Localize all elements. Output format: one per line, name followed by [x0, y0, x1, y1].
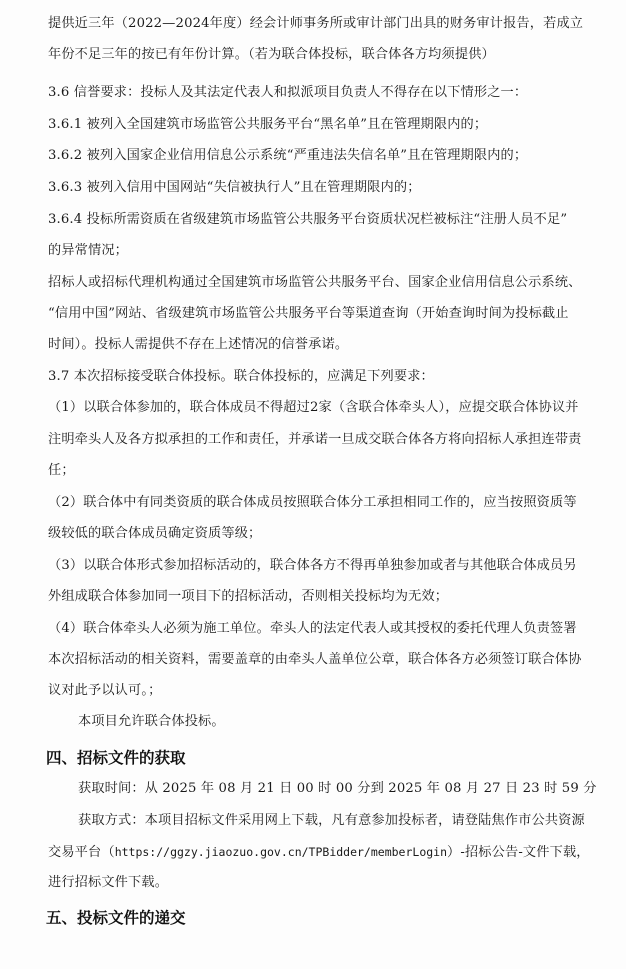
text-line: （1）以联合体参加的，联合体成员不得超过2家（含联合体牵头人），应提交联合体协议并: [48, 400, 579, 415]
text-line: 招标人或招标代理机构通过全国建筑市场监管公共服务平台、国家企业信用信息公示系统、: [48, 275, 582, 290]
text-line: 级较低的联合体成员确定资质等级；: [48, 526, 262, 541]
text-line: 本项目允许联合体投标。: [78, 714, 225, 729]
text-line: 本次招标活动的相关资料，需要盖章的由牵头人盖单位公章，联合体各方必须签订联合体协: [48, 652, 582, 667]
acquisition-time: 获取时间：从 2025 年 08 月 21 日 00 时 00 分到 2025 年 08 月 27 日 23 时 59 分: [78, 781, 597, 796]
section-heading: 五、投标文件的递交: [46, 909, 186, 927]
text-line: 3.6.2 被列入国家企业信用信息公示系统“严重违法失信名单”且在管理期限内的；: [48, 148, 528, 163]
text-line: 3.6.1 被列入全国建筑市场监管公共服务平台“黑名单”且在管理期限内的；: [48, 117, 488, 132]
text-line: 任；: [48, 463, 75, 478]
text-line: 3.6.3 被列入信用中国网站“失信被执行人”且在管理期限内的；: [48, 180, 421, 195]
text-line: 3.6 信誉要求：投标人及其法定代表人和拟派项目负责人不得存在以下情形之一：: [48, 85, 528, 100]
acquisition-method-end: 进行招标文件下载。: [48, 875, 169, 890]
platform-url: https://ggzy.jiaozuo.gov.cn/TPBidder/memberLogin: [114, 845, 448, 859]
text-line: 时间）。投标人需提供不存在上述情况的信誉承诺。: [48, 337, 349, 352]
acquisition-method-cont: [48, 842, 604, 864]
text-line: 年份不足三年的按已有年份计算。（若为联合体投标，联合体各方均须提供）: [48, 47, 495, 62]
method-text: 交易平台（: [48, 845, 115, 860]
text-line: （2）联合体中有同类资质的联合体成员按照联合体分工承担相同工作的，应当按照资质等: [48, 495, 577, 510]
text-line: 外组成联合体参加同一项目下的招标活动，否则相关投标均为无效；: [48, 589, 449, 604]
method-text: ）-招标公告-文件下载，: [447, 845, 590, 860]
text-line: 注明牵头人及各方拟承担的工作和责任，并承诺一旦成交联合体各方将向招标人承担连带责: [48, 432, 582, 447]
text-line: 3.7 本次招标接受联合体投标。联合体投标的，应满足下列要求：: [48, 369, 434, 384]
text-line: 提供近三年（2022—2024年度）经会计师事务所或审计部门出具的财务审计报告，若成立: [48, 16, 584, 31]
section-heading: 四、招标文件的获取: [46, 749, 186, 767]
text-line: 议对此予以认可。；: [48, 683, 162, 698]
text-line: 3.6.4 投标所需资质在省级建筑市场监管公共服务平台资质状况栏被标注“注册人员不足”: [48, 212, 568, 227]
text-line: （4）联合体牵头人必须为施工单位。牵头人的法定代表人或其授权的委托代理人负责签署: [48, 621, 577, 636]
acquisition-method: 获取方式：本项目招标文件采用网上下载，凡有意参加投标者，请登陆焦作市公共资源: [78, 813, 585, 828]
text-line: “信用中国”网站、省级建筑市场监管公共服务平台等渠道查询（开始查询时间为投标截止: [48, 306, 569, 321]
text-line: （3）以联合体形式参加招标活动的，联合体各方不得再单独参加或者与其他联合体成员另: [48, 558, 577, 573]
text-line: 的异常情况；: [48, 243, 129, 258]
